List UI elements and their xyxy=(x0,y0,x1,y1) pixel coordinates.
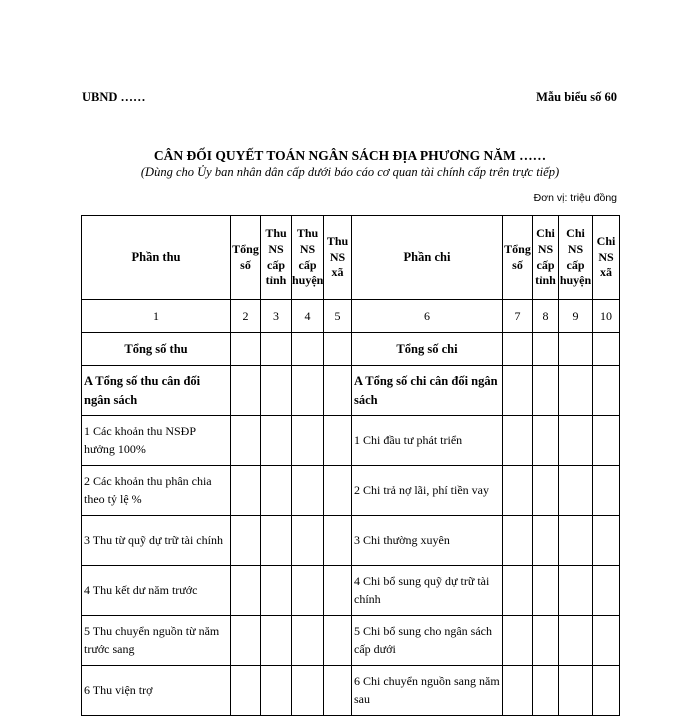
col-number: 9 xyxy=(559,300,593,333)
document-subtitle: (Dùng cho Ủy ban nhân dân cấp dưới báo cáo cơ quan tài chính cấp trên trực tiếp) xyxy=(140,165,560,179)
col-chi-tinh: Chi NS cấp tỉnh xyxy=(533,216,559,300)
table-cell xyxy=(261,616,292,666)
table-cell xyxy=(593,366,620,416)
thu-item: 4 Thu kết dư năm trước xyxy=(82,566,231,616)
unit-label: Đơn vị: triệu đồng xyxy=(533,192,617,204)
table-cell xyxy=(292,666,324,716)
table-cell xyxy=(261,466,292,516)
chi-item: 6 Chi chuyển nguồn sang năm sau xyxy=(352,666,503,716)
summary-thu-label: Tổng số thu xyxy=(82,333,231,366)
chi-item: A Tổng số chi cân đối ngân sách xyxy=(352,366,503,416)
table-cell xyxy=(231,516,261,566)
table-cell xyxy=(593,416,620,466)
table-cell xyxy=(231,416,261,466)
chi-item: 1 Chi đầu tư phát triển xyxy=(352,416,503,466)
table-cell xyxy=(261,516,292,566)
table-cell xyxy=(292,466,324,516)
table-cell xyxy=(231,466,261,516)
col-chi-label: Phần chi xyxy=(352,216,503,300)
col-number: 7 xyxy=(503,300,533,333)
table-cell xyxy=(231,333,261,366)
col-number: 10 xyxy=(593,300,620,333)
table-cell xyxy=(559,333,593,366)
table-cell xyxy=(324,516,352,566)
table-cell xyxy=(231,666,261,716)
table-cell xyxy=(231,616,261,666)
table-cell xyxy=(292,566,324,616)
col-number: 1 xyxy=(82,300,231,333)
table-cell xyxy=(593,516,620,566)
table-cell xyxy=(503,466,533,516)
table-cell xyxy=(503,616,533,666)
table-cell xyxy=(559,416,593,466)
table-cell xyxy=(559,466,593,516)
col-number: 3 xyxy=(261,300,292,333)
table-row xyxy=(82,366,620,416)
thu-item: 2 Các khoản thu phân chia theo tỷ lệ % xyxy=(82,466,231,516)
summary-row xyxy=(82,333,620,366)
budget-table xyxy=(81,215,620,716)
table-cell xyxy=(593,616,620,666)
col-number: 2 xyxy=(231,300,261,333)
table-row xyxy=(82,466,620,516)
document-title: CÂN ĐỐI QUYẾT TOÁN NGÂN SÁCH ĐỊA PHƯƠNG NĂM …… xyxy=(153,148,547,163)
table-row xyxy=(82,516,620,566)
table-cell xyxy=(503,516,533,566)
thu-item: 6 Thu viện trợ xyxy=(82,666,231,716)
col-chi-total: Tổng số xyxy=(503,216,533,300)
col-thu-tinh: Thu NS cấp tỉnh xyxy=(261,216,292,300)
table-cell xyxy=(559,366,593,416)
thu-item: 3 Thu từ quỹ dự trữ tài chính xyxy=(82,516,231,566)
header-row xyxy=(82,216,620,300)
table-cell xyxy=(593,566,620,616)
table-cell xyxy=(593,466,620,516)
col-number: 6 xyxy=(352,300,503,333)
table-cell xyxy=(292,366,324,416)
table-cell xyxy=(503,366,533,416)
table-cell xyxy=(324,466,352,516)
chi-item: 4 Chi bổ sung quỹ dự trữ tài chính xyxy=(352,566,503,616)
col-thu-huyen: Thu NS cấp huyện xyxy=(292,216,324,300)
table-cell xyxy=(559,666,593,716)
table-cell xyxy=(533,416,559,466)
table-row xyxy=(82,416,620,466)
table-cell xyxy=(292,616,324,666)
table-row xyxy=(82,566,620,616)
col-thu-label: Phần thu xyxy=(82,216,231,300)
table-cell xyxy=(231,566,261,616)
table-cell xyxy=(559,566,593,616)
thu-item: 1 Các khoản thu NSĐP hưởng 100% xyxy=(82,416,231,466)
table-cell xyxy=(503,333,533,366)
form-number: Mẫu biểu số 60 xyxy=(536,90,617,104)
table-cell xyxy=(324,616,352,666)
table-cell xyxy=(533,466,559,516)
table-cell xyxy=(324,416,352,466)
issuer-label: UBND …… xyxy=(82,90,146,104)
table-cell xyxy=(261,666,292,716)
col-number: 5 xyxy=(324,300,352,333)
table-cell xyxy=(503,566,533,616)
col-thu-total: Tổng số xyxy=(231,216,261,300)
table-cell xyxy=(324,333,352,366)
table-cell xyxy=(533,566,559,616)
col-number: 8 xyxy=(533,300,559,333)
table-cell xyxy=(261,333,292,366)
table-cell xyxy=(503,416,533,466)
table-cell xyxy=(593,333,620,366)
col-thu-xa: Thu NS xã xyxy=(324,216,352,300)
table-cell xyxy=(533,366,559,416)
table-cell xyxy=(533,616,559,666)
table-cell xyxy=(324,666,352,716)
col-chi-xa: Chi NS xã xyxy=(593,216,620,300)
col-chi-huyen: Chi NS cấp huyện xyxy=(559,216,593,300)
table-cell xyxy=(231,366,261,416)
table-cell xyxy=(292,416,324,466)
table-cell xyxy=(261,566,292,616)
thu-item: A Tổng số thu cân đối ngân sách xyxy=(82,366,231,416)
table-cell xyxy=(559,516,593,566)
table-cell xyxy=(533,333,559,366)
table-cell xyxy=(533,516,559,566)
table-cell xyxy=(261,366,292,416)
chi-item: 2 Chi trả nợ lãi, phí tiền vay xyxy=(352,466,503,516)
table-cell xyxy=(533,666,559,716)
table-cell xyxy=(593,666,620,716)
table-cell xyxy=(503,666,533,716)
table-cell xyxy=(261,416,292,466)
thu-item: 5 Thu chuyển nguồn từ năm trước sang xyxy=(82,616,231,666)
table-cell xyxy=(292,516,324,566)
chi-item: 5 Chi bổ sung cho ngân sách cấp dưới xyxy=(352,616,503,666)
table-cell xyxy=(559,616,593,666)
table-row xyxy=(82,666,620,716)
col-number: 4 xyxy=(292,300,324,333)
table-cell xyxy=(292,333,324,366)
column-number-row xyxy=(82,300,620,333)
table-row xyxy=(82,616,620,666)
summary-chi-label: Tổng số chi xyxy=(352,333,503,366)
table-cell xyxy=(324,566,352,616)
chi-item: 3 Chi thường xuyên xyxy=(352,516,503,566)
table-cell xyxy=(324,366,352,416)
